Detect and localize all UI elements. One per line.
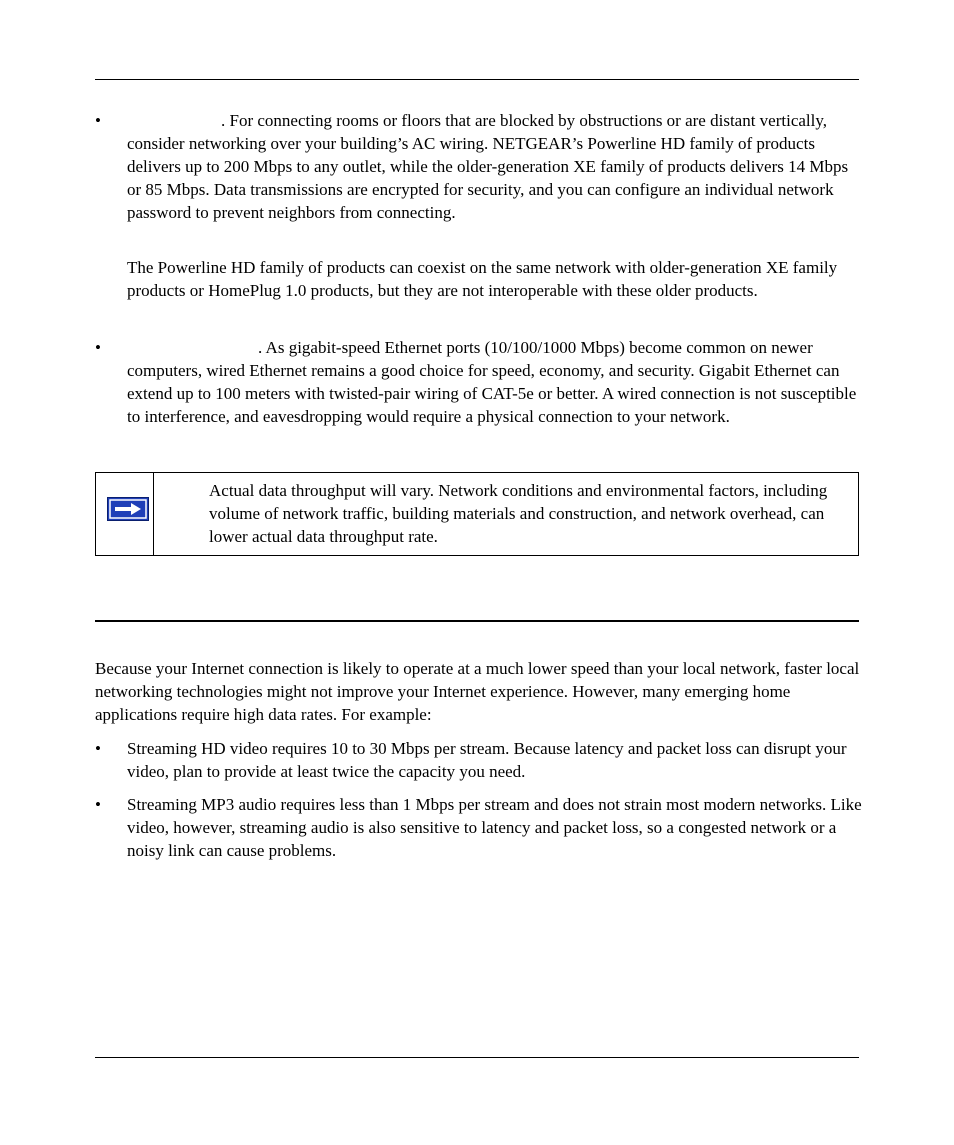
- ethernet-bullet-text: [127, 336, 862, 428]
- bullet-mark: •: [95, 111, 101, 130]
- powerline-followup-text: The Powerline HD family of products can coexist on the same network with older-generation XE family products or HomePlug 1.0 products, but they are not interoperable with these older products.: [127, 258, 838, 300]
- note-box: [95, 472, 859, 556]
- section-intro: Because your Internet connection is likely to operate at a much lower speed than your local network, faster local networking technologies might not improve your Internet experience. However, many emerging home applications require high data rates. For example:: [95, 659, 860, 724]
- bullet-mark: •: [95, 795, 101, 814]
- bullet-body: . As gigabit-speed Ethernet ports (10/100/1000 Mbps) become common on newer computers, wired Ethernet remains a good choice for speed, economy, and security. Gigabit Ethernet can extend up to 100 meters with twisted-pair wiring of CAT-5e or better. A wired connection is not susceptible to interference, and eavesdropping would require a physical connection to your network.: [127, 338, 857, 426]
- powerline-bullet-text: [127, 109, 862, 224]
- footer-rule: [95, 1057, 859, 1058]
- bullet-mark: •: [95, 338, 101, 357]
- list-item: Streaming MP3 audio requires less than 1 Mbps per stream and does not strain most modern networks. Like video, however, streaming audio is also sensitive to latency and packet loss, so a congested network or a noisy link can cause problems.: [127, 795, 862, 860]
- note-divider: [153, 473, 154, 555]
- section-rule: [95, 620, 859, 622]
- header-rule: [95, 79, 859, 80]
- right-arrow-note-icon: [107, 497, 149, 521]
- bullet-body: . For connecting rooms or floors that are blocked by obstructions or are distant vertically, consider networking over your building’s AC wiring. NETGEAR’s Powerline HD family of products delivers up to 200 Mbps to any outlet, while the older-generation XE family of products delivers 14 Mbps or 85 Mbps. Data transmissions are encrypted for security, and you can configure an individual network password to prevent neighbors from connecting.: [127, 111, 849, 222]
- list-item: Streaming HD video requires 10 to 30 Mbps per stream. Because latency and packet loss can disrupt your video, plan to provide at least twice the capacity you need.: [127, 739, 847, 781]
- bullet-mark: •: [95, 739, 101, 758]
- note-text: Actual data throughput will vary. Network conditions and environmental factors, including volume of network traffic, building materials and construction, and network overhead, can lower actual data throughput rate.: [209, 481, 828, 546]
